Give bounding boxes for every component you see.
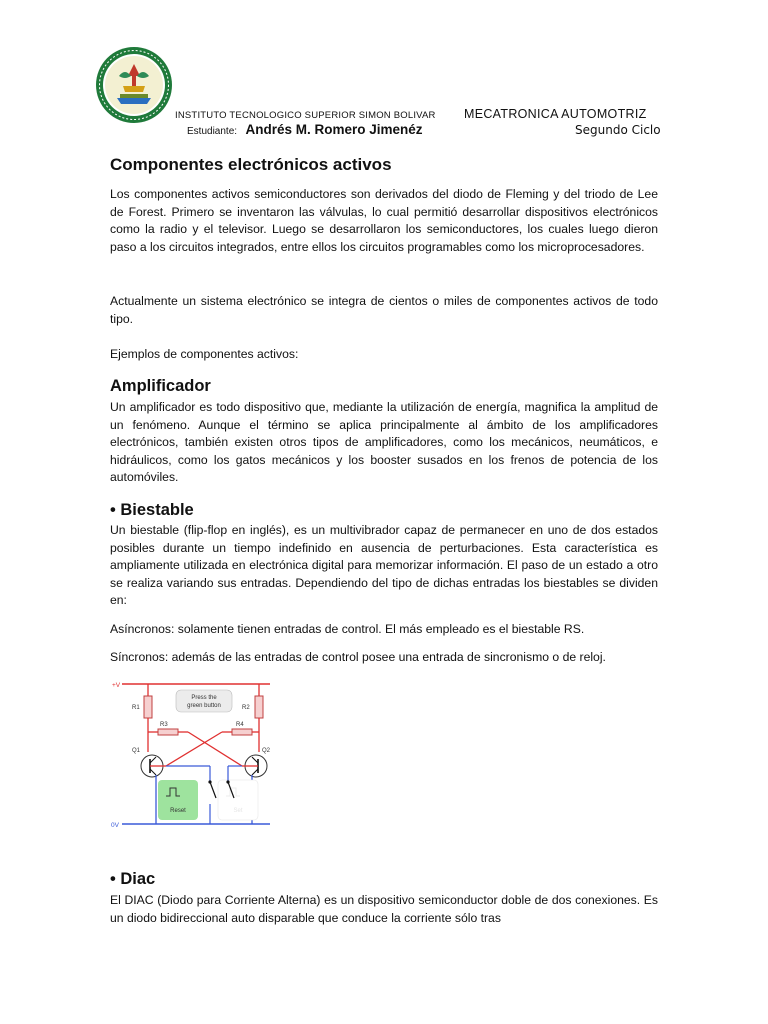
amplificador-heading: Amplificador xyxy=(110,377,211,395)
biestable-body: Un biestable (flip-flop en inglés), es un multivibrador capaz de permanecer en uno de dos estados posibles durante un tiempo indefinido en ausencia de perturbaciones. Esta característica es ampliamente utilizada en electrónica digital para memorizar información. El paso de un estado a otro se realiza variando sus entradas. Dependiendo del tipo de dichas entradas los biestables se dividen en: xyxy=(110,523,658,607)
zero-v-label: 0V xyxy=(111,822,119,829)
intro-paragraph-2: Actualmente un sistema electrónico se integra de cientos o miles de componentes activos de todo tipo. xyxy=(110,294,658,326)
r2-label: R2 xyxy=(242,705,250,711)
set-button[interactable] xyxy=(218,780,258,820)
hint-line-1: Press the xyxy=(191,695,217,701)
r4-label: R4 xyxy=(236,722,244,728)
resistor-r2 xyxy=(255,696,263,718)
set-label: Set xyxy=(233,808,243,814)
amplificador-body: Un amplificador es todo dispositivo que, mediante la utilización de energía, magnifica la amplitud de un fenómeno. Aunque el término se aplica principalmente al ámbito de los amplificadores electrónicos, también existen otros tipos de amplificadores, como los mecánicos, neumáticos, e hidráulicos, como los gatos mecánicos y los booster susados en los frenos de potencia de los automóviles. xyxy=(110,400,658,484)
student-line xyxy=(187,121,423,139)
page-title: Componentes electrónicos activos xyxy=(110,155,392,174)
resistor-r3 xyxy=(158,729,178,735)
sincronos-text: Síncronos: además de las entradas de control posee una entrada de sincronismo o de reloj. xyxy=(110,650,606,664)
q2-label: Q2 xyxy=(262,748,271,754)
q1-label: Q1 xyxy=(132,748,141,754)
vplus-label: +V xyxy=(112,682,121,689)
student-label: Estudiante: xyxy=(187,126,238,137)
biestable-heading: • Biestable xyxy=(110,501,194,519)
institute-name: INSTITUTO TECNOLOGICO SUPERIOR SIMON BOLIVAR xyxy=(175,110,436,121)
flip-flop-circuit-diagram xyxy=(110,674,276,830)
cycle-label: Segundo Ciclo xyxy=(575,123,661,137)
intro-paragraph-1: Los componentes activos semiconductores son derivados del diodo de Fleming y del triodo de Lee de Forest. Primero se inventaron las válvulas, lo cual permitió desarrollar dispositivos electrónicos como la radio y el televisor. Luego se desarrollaron los semiconductores, los cuales luego dieron paso a los circuitos integrados, entre ellos los circuitos programables como los microprocesadores. xyxy=(110,187,658,254)
r1-label: R1 xyxy=(132,705,140,711)
resistor-r1 xyxy=(144,696,152,718)
diac-heading: • Diac xyxy=(110,870,156,888)
r3-label: R3 xyxy=(160,722,168,728)
diac-body: El DIAC (Diodo para Corriente Alterna) es un dispositivo semiconductor doble de dos conexiones. Es un diodo bidireccional auto disparable que conduce la corriente sólo tras xyxy=(110,893,658,925)
reset-label: Reset xyxy=(170,808,186,814)
resistor-r4 xyxy=(232,729,252,735)
institution-seal-logo xyxy=(95,46,173,124)
hint-line-2: green button xyxy=(187,703,221,709)
asincronos-text: Asíncronos: solamente tienen entradas de control. El más empleado es el biestable RS. xyxy=(110,622,585,636)
program-name: MECATRONICA AUTOMOTRIZ xyxy=(464,107,647,121)
reset-button[interactable] xyxy=(158,780,198,820)
student-name: Andrés M. Romero Jimenéz xyxy=(245,122,423,137)
intro-paragraph-3: Ejemplos de componentes activos: xyxy=(110,347,299,361)
